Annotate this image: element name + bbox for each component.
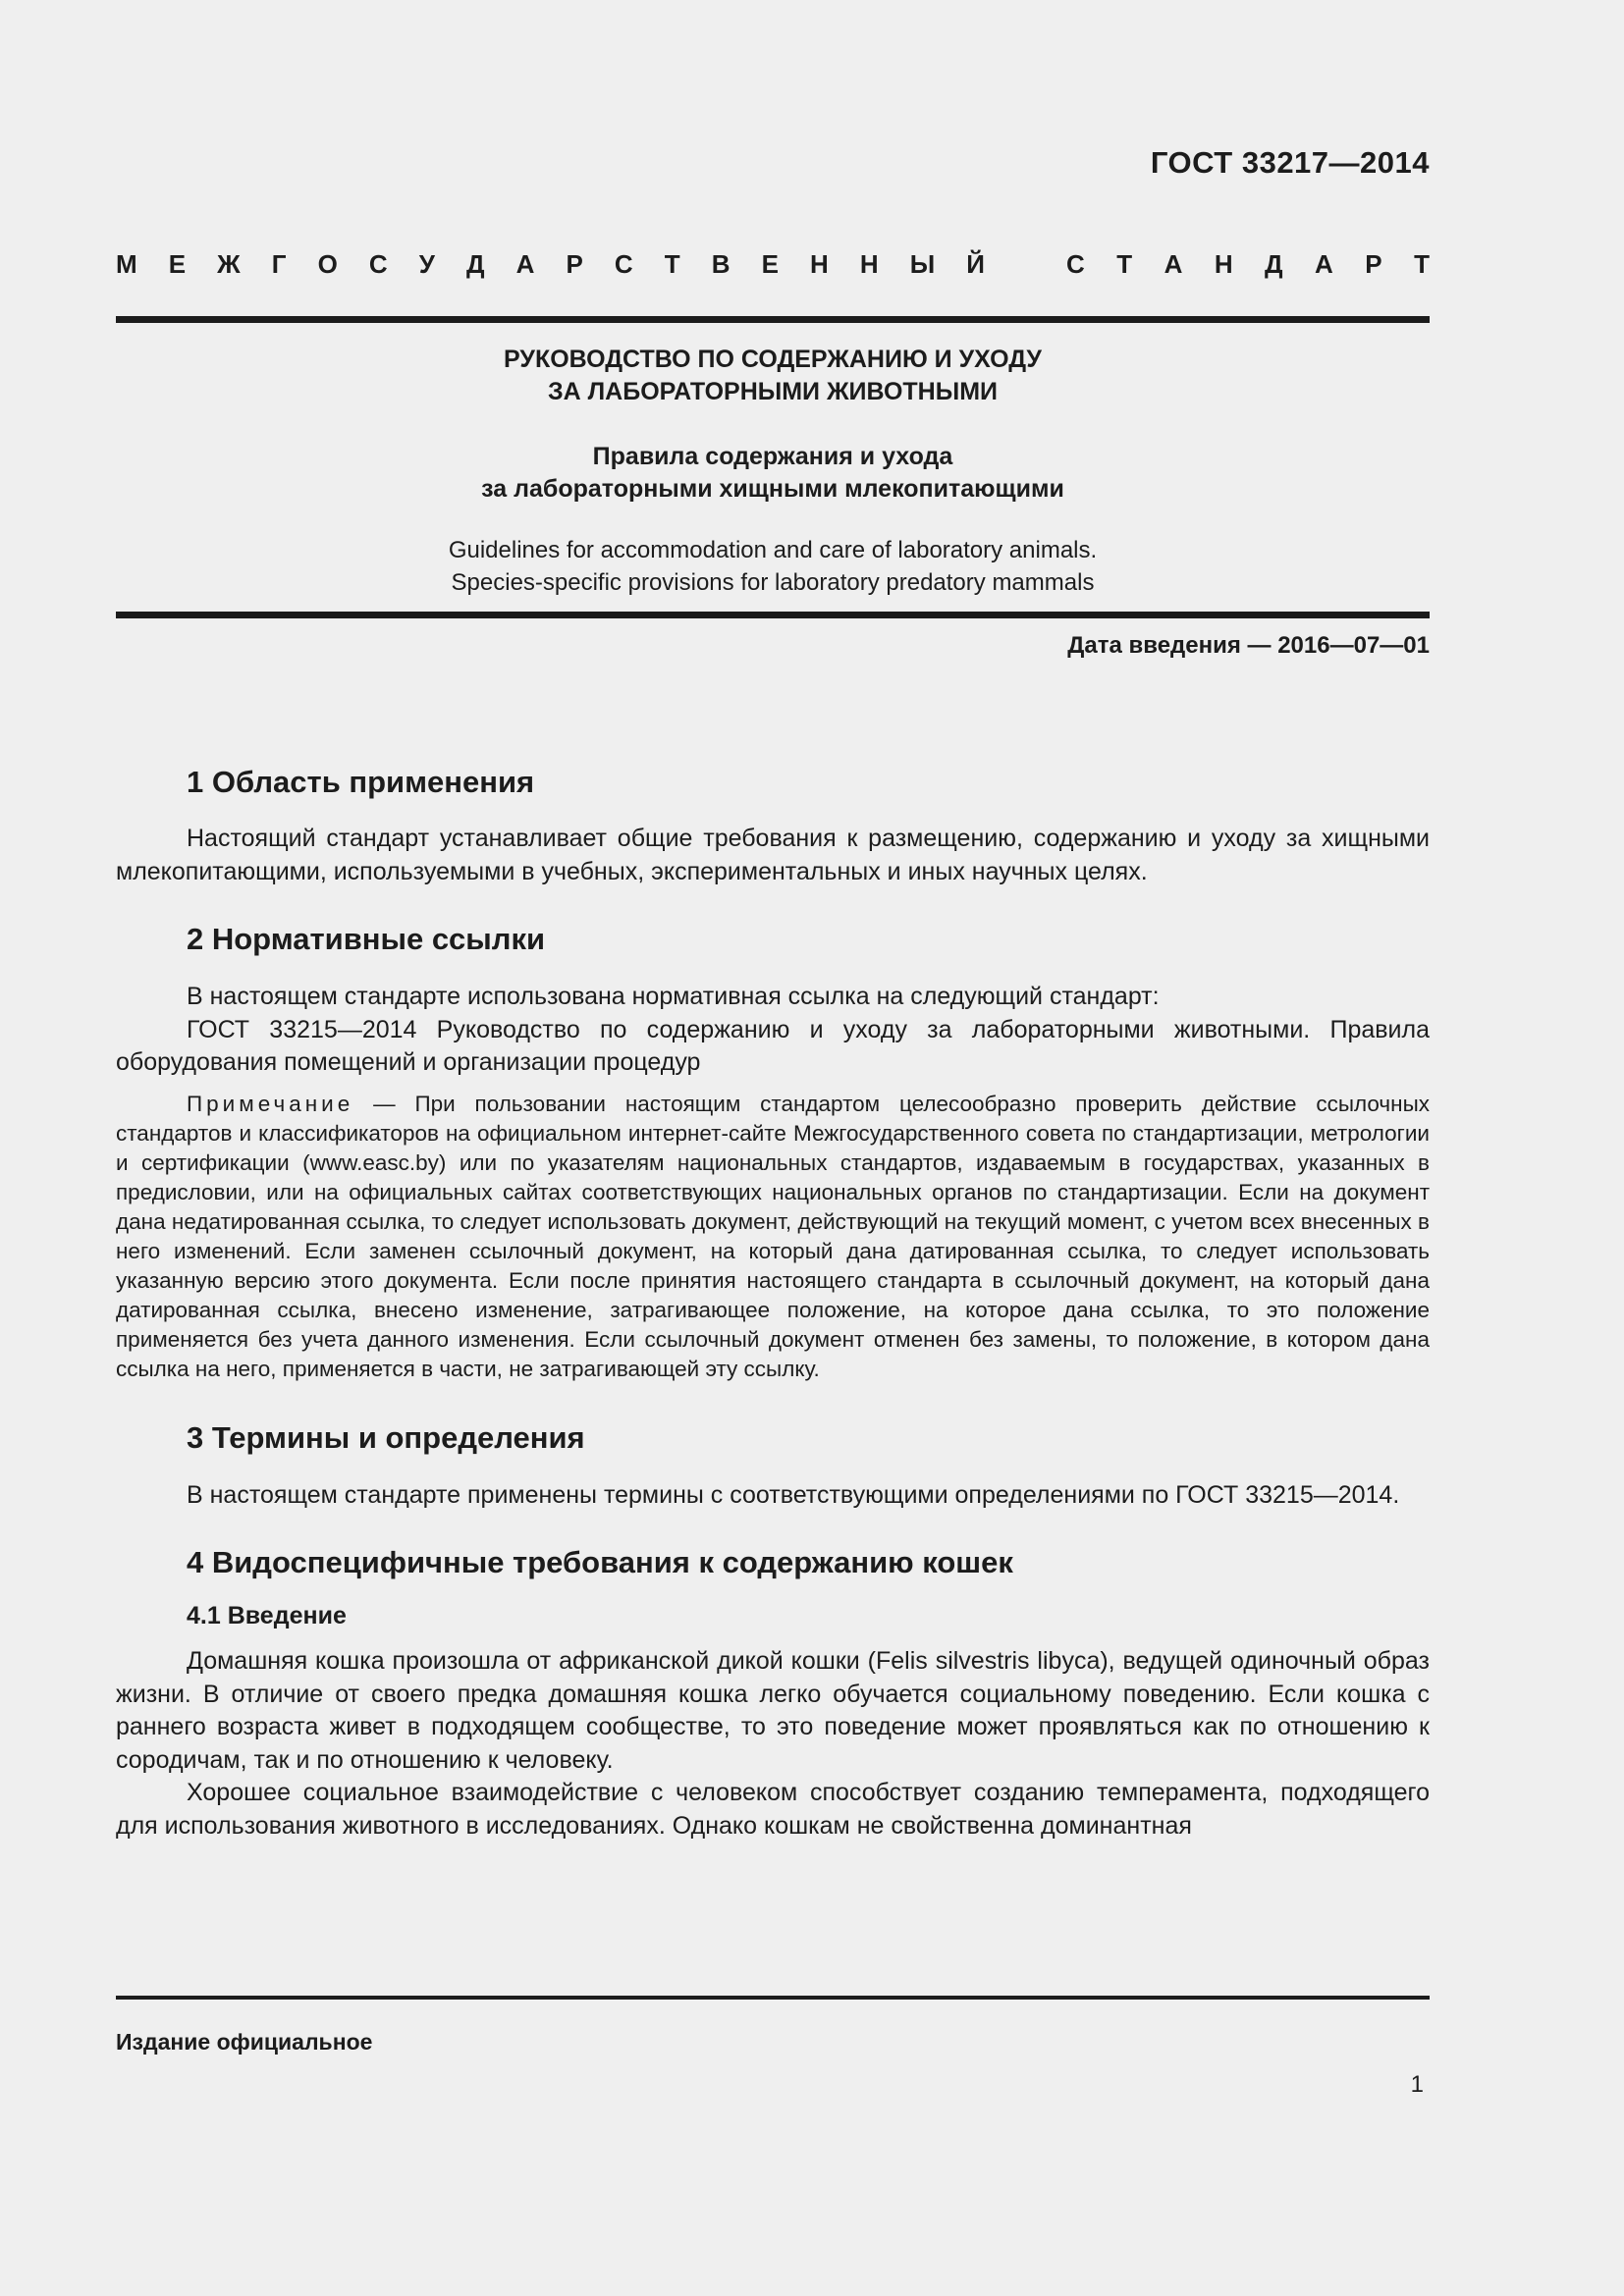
official-edition-label: Издание официальное bbox=[116, 2029, 373, 2055]
section-4-1-text-2: Хорошее социальное взаимодействие с человеком способствует созданию темперамента, подходящего для использования животного в исследованиях. Однако кошкам не свойственна доминантная bbox=[116, 1779, 1430, 1840]
note-label: Примечание bbox=[187, 1091, 354, 1116]
standard-type-banner bbox=[116, 249, 1430, 280]
section-1-text: Настоящий стандарт устанавливает общие требования к размещению, содержанию и уходу за хищными млекопитающими, используемыми в учебных, экспериментальных и иных научных целях. bbox=[116, 825, 1430, 885]
section-4-1-text-1: Домашняя кошка произошла от африканской дикой кошки (Felis silvestris libyca), ведущей одиночный образ жизни. В отличие от своего предка домашняя кошка легко обучается социальному поведению. Если кошка с раннего возраста живет в подходящем сообществе, то это поведение может проявляться как по отношению к сородичам, так и по отношению к человеку. bbox=[116, 1647, 1430, 1774]
standard-type-word-1: М Е Ж Г О С У Д А Р С Т В Е Н Н Ы Й bbox=[116, 249, 985, 279]
section-scope bbox=[116, 761, 1430, 888]
title-english bbox=[116, 534, 1430, 599]
section-3-text: В настоящем стандарте применены термины с соответствующими определениями по ГОСТ 33215—2014. bbox=[187, 1480, 1400, 1509]
section-2-note bbox=[116, 1090, 1430, 1384]
title-rule bbox=[116, 612, 1430, 618]
document-body bbox=[116, 761, 1430, 1842]
title-main-line-2: ЗА ЛАБОРАТОРНЫМИ ЖИВОТНЫМИ bbox=[547, 378, 999, 405]
note-text: — При пользовании настоящим стандартом целесообразно проверить действие ссылочных стандартов и классификаторов на официальном интернет-сайте Межгосударственного совета по стандартизации, метрологии и сертификации (www.easc.by) или по указателям национальных стандартов, издаваемым в государствах, указанных в предисловии, или на официальных сайтах соответствующих национальных органов по стандартизации. Если на документ дана недатированная ссылка, то следует использовать документ, действующий на текущий момент, с учетом всех внесенных в него изменений. Если заменен ссылочный документ, на который дана датированная ссылка, то следует использовать указанную версию этого документа. Если после принятия настоящего стандарта в ссылочный документ, на который дана датированная ссылка, внесено изменение, затрагивающее положение, на которое дана ссылка, то это положение применяется без учета данного изменения. Если ссылочный документ отменен без замены, то положение, в котором дана ссылка на него, применяется в части, не затрагивающей эту ссылку. bbox=[116, 1091, 1430, 1381]
title-sub-line-2: за лабораторными хищными млекопитающими bbox=[481, 475, 1064, 503]
section-3-heading: 3 Термины и определения bbox=[187, 1419, 585, 1455]
title-main bbox=[116, 344, 1430, 408]
page-number: 1 bbox=[1410, 2071, 1424, 2098]
top-rule bbox=[116, 316, 1430, 323]
title-main-line-1: РУКОВОДСТВО ПО СОДЕРЖАНИЮ И УХОДУ bbox=[504, 346, 1042, 373]
section-4-1-heading: 4.1 Введение bbox=[187, 1602, 347, 1629]
introduction-date: Дата введения — 2016—07—01 bbox=[1067, 632, 1430, 659]
title-en-line-2: Species-specific provisions for laboratory predatory mammals bbox=[451, 569, 1095, 596]
title-sub bbox=[116, 441, 1430, 506]
section-2-text-2: ГОСТ 33215—2014 Руководство по содержанию и уходу за лабораторными животными. Правила оборудования помещений и организации процедур bbox=[116, 1015, 1430, 1076]
footer-rule bbox=[116, 1996, 1430, 2000]
standard-type-word-2: С Т А Н Д А Р Т bbox=[1066, 249, 1430, 279]
document-code: ГОСТ 33217—2014 bbox=[1150, 145, 1430, 180]
section-normative-references bbox=[116, 918, 1430, 1384]
section-2-text-1: В настоящем стандарте использована нормативная ссылка на следующий стандарт: bbox=[187, 983, 1160, 1010]
section-4-heading: 4 Видоспецифичные требования к содержанию кошек bbox=[187, 1545, 1013, 1579]
section-terms bbox=[116, 1416, 1430, 1513]
title-block bbox=[116, 344, 1430, 599]
title-en-line-1: Guidelines for accommodation and care of laboratory animals. bbox=[448, 537, 1098, 563]
section-1-heading: 1 Область применения bbox=[187, 765, 535, 799]
section-cats bbox=[116, 1541, 1430, 1842]
section-2-heading: 2 Нормативные ссылки bbox=[187, 922, 546, 956]
title-sub-line-1: Правила содержания и ухода bbox=[592, 443, 953, 470]
